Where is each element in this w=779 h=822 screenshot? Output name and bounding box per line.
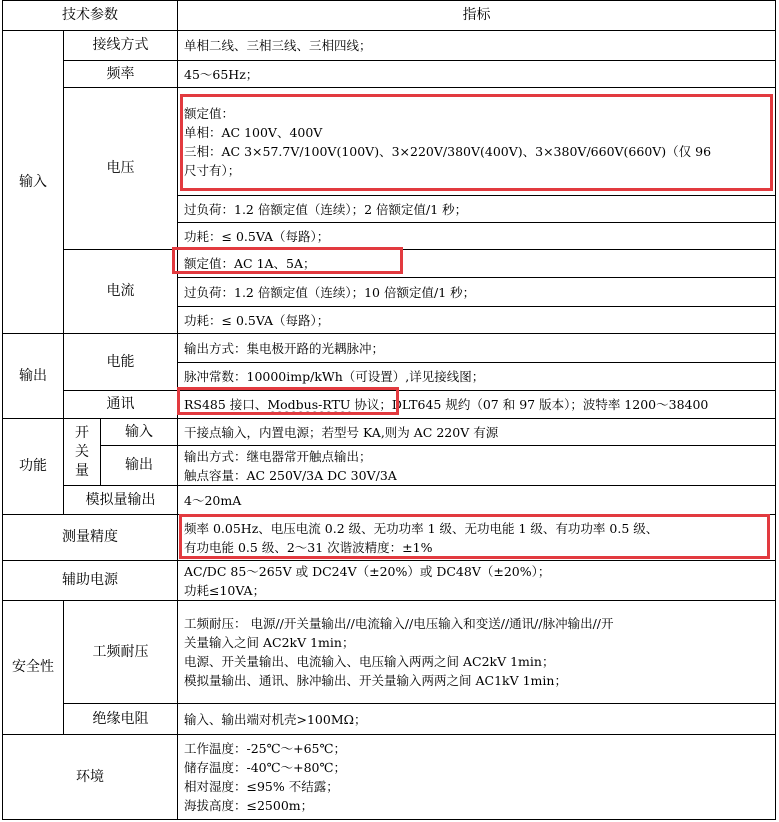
switch-input-label: 输入 [101, 419, 178, 446]
frequency-value: 45～65Hz； [178, 61, 776, 88]
switch-label-char: 量 [75, 462, 89, 479]
current-label: 电流 [64, 250, 178, 334]
voltage-rated-line: 单相：AC 100V、400V [184, 124, 323, 140]
analog-label: 模拟量输出 [64, 486, 178, 515]
function-label: 功能 [3, 419, 64, 515]
aux-power-label: 辅助电源 [3, 561, 178, 601]
header-param: 技术参数 [3, 1, 178, 31]
output-label: 输出 [3, 334, 64, 419]
environment-label: 环境 [3, 735, 178, 820]
environment-line: 海拔高度：≤2500m； [184, 798, 314, 813]
comm-part2: 协议；DLT645 规约（07 和 97 版本）；波特率 1200～38400 [350, 397, 709, 412]
accuracy-label: 测量精度 [3, 515, 178, 561]
environment-line: 工作温度：-25℃～+65℃； [184, 741, 346, 756]
withstand-line: 模拟量输出、通讯、脉冲输出、开关量输入两两之间 AC1kV 1min； [184, 673, 567, 688]
withstand-line: 关量输入之间 AC2kV 1min； [184, 635, 355, 650]
comm-part1: RS485 接口、 [184, 397, 268, 412]
withstand-line: 电源、开关量输出、电流输入、电压输入两两之间 AC2kV 1min； [184, 654, 555, 669]
environment-line: 相对湿度：≤95% 不结露； [184, 779, 339, 794]
insulation-label: 绝缘电阻 [64, 704, 178, 735]
voltage-rated-line: 额定值： [184, 105, 235, 121]
withstand-line: 工频耐压： 电源//开关量输出//电流输入//电压输入和变送//通讯//脉冲输出//开 [184, 616, 614, 631]
aux-power-line: 功耗≤10VA； [184, 582, 266, 598]
switch-output-label: 输出 [101, 446, 178, 486]
voltage-overload: 过负荷：1.2 倍额定值（连续）；2 倍额定值/1 秒； [178, 196, 776, 223]
voltage-rated-line: 三相：AC 3×57.7V/100V(100V)、3×220V/380V(400V)、3×380V/660V(660V)（仅 96 [184, 143, 712, 159]
voltage-rated [178, 88, 776, 196]
switch-output-mode: 输出方式：继电器常开触点输出； [184, 448, 372, 464]
comm-value [178, 391, 776, 419]
wiring-value: 单相二线、三相三线、三相四线； [178, 31, 776, 61]
current-overload: 过负荷：1.2 倍额定值（连续）；10 倍额定值/1 秒； [178, 278, 776, 307]
energy-label: 电能 [64, 334, 178, 391]
comm-modbus: Modbus-RTU [267, 397, 351, 412]
safety-label: 安全性 [3, 601, 64, 735]
switch-label-char: 开 [75, 424, 89, 441]
input-label: 输入 [3, 31, 64, 334]
withstand-label: 工频耐压 [64, 601, 178, 704]
switch-input-value: 干接点输入，内置电源；若型号 KA,则为 AC 220V 有源 [178, 419, 776, 446]
energy-mode: 输出方式：集电极开路的光耦脉冲； [178, 334, 776, 363]
switch-output-capacity: 触点容量：AC 250V/3A DC 30V/3A [184, 467, 397, 483]
voltage-rated-line: 尺寸有）； [184, 162, 241, 178]
aux-power-value [178, 561, 776, 601]
analog-value: 4～20mA [178, 486, 776, 515]
accuracy-value [178, 515, 776, 561]
comm-label: 通讯 [64, 391, 178, 419]
spec-table [2, 0, 776, 820]
current-rated: 额定值：AC 1A、5A； [178, 250, 776, 278]
aux-power-line: AC/DC 85～265V 或 DC24V（±20%）或 DC48V（±20%）； [184, 563, 551, 579]
switch-output-value [178, 446, 776, 486]
switch-label-char: 关 [75, 443, 89, 460]
environment-value [178, 735, 776, 820]
energy-constant: 脉冲常数：10000imp/kWh（可设置）,详见接线图； [178, 363, 776, 391]
voltage-label: 电压 [64, 88, 178, 250]
accuracy-line: 有功电能 0.5 级、2～31 次谐波精度：±1% [184, 539, 433, 555]
voltage-power: 功耗：≤ 0.5VA（每路）； [178, 223, 776, 250]
current-power: 功耗：≤ 0.5VA（每路）； [178, 307, 776, 334]
environment-line: 储存温度：-40℃～+80℃； [184, 760, 346, 775]
switch-label [64, 419, 101, 486]
accuracy-line: 频率 0.05Hz、电压电流 0.2 级、无功功率 1 级、无功电能 1 级、有功功率 0.5 级、 [184, 520, 659, 536]
frequency-label: 频率 [64, 61, 178, 88]
insulation-value: 输入、输出端对机壳>100MΩ； [178, 704, 776, 735]
header-indicator: 指标 [178, 1, 776, 31]
header-row [3, 1, 776, 31]
withstand-value [178, 601, 776, 704]
wiring-label: 接线方式 [64, 31, 178, 61]
